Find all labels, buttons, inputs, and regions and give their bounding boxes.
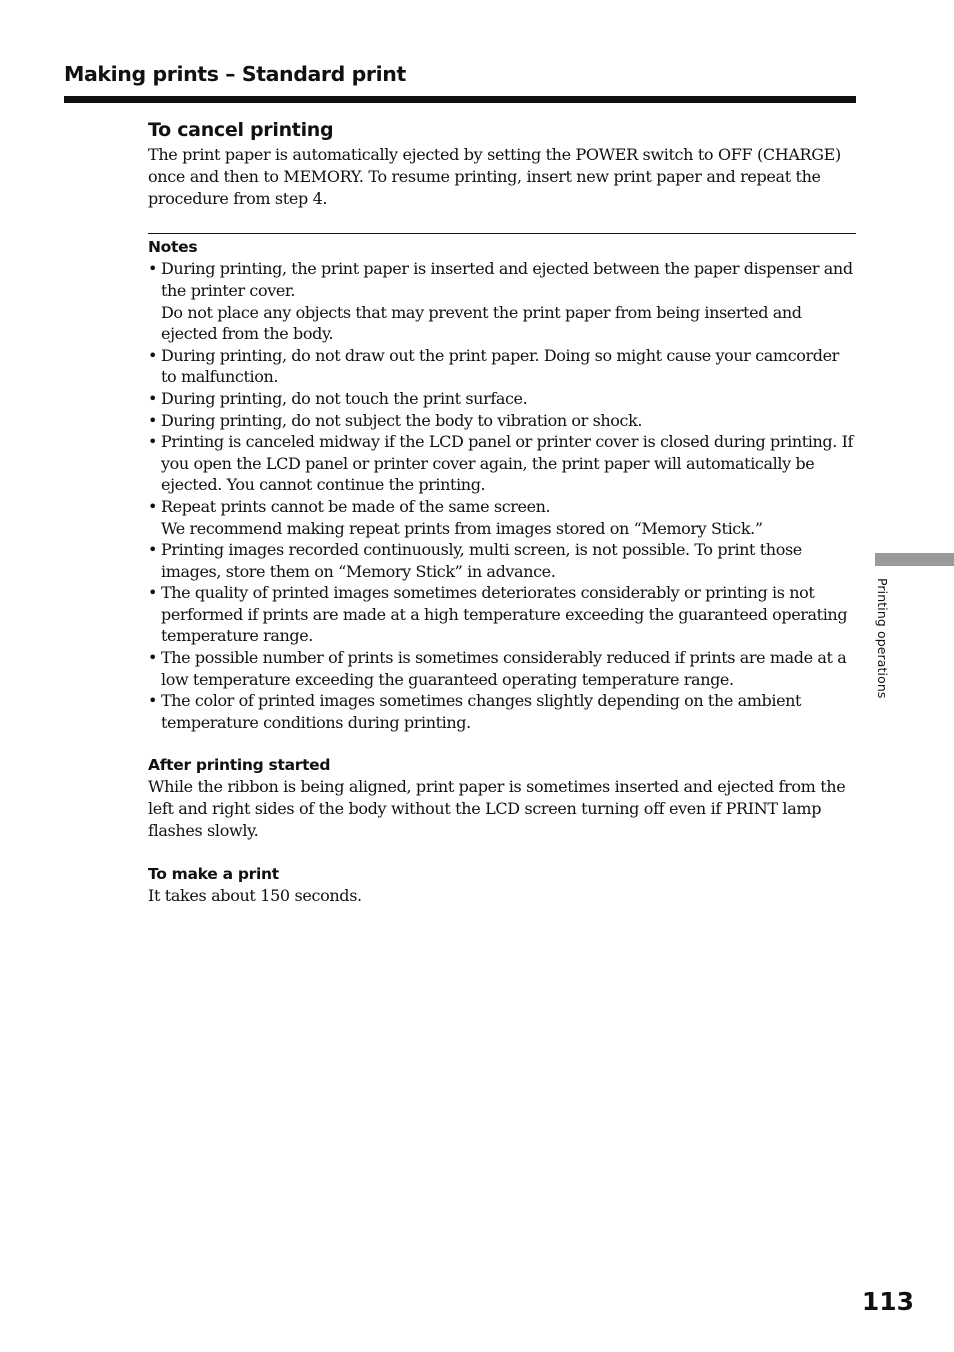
page-content [148,116,856,907]
list-item [148,258,856,344]
bullet-icon: • [148,691,158,711]
bullet-icon: • [148,259,158,279]
bullet-icon: • [148,345,158,365]
list-item [148,539,856,582]
spacer [148,733,856,754]
note-text: During printing, do not draw out the print paper. Doing so might cause your camcorder to malfunction. [161,345,839,387]
make-print-section [148,863,856,907]
list-item [148,582,856,647]
list-item [148,690,856,733]
note-extra-text: We recommend making repeat prints from images stored on “Memory Stick.” [161,518,763,538]
note-text: The possible number of prints is sometimes considerably reduced if prints are made at a low temperature exceeding the guaranteed operating temperature range. [161,648,847,689]
bullet-icon: • [148,432,158,452]
list-item [148,647,856,690]
note-text: The color of printed images sometimes changes slightly depending on the ambient temperature conditions during printing. [161,691,802,732]
page-number: 113 [861,1287,914,1316]
note-text: During printing, do not subject the body to vibration or shock. [161,410,643,430]
note-text: The quality of printed images sometimes deteriorates considerably or printing is not performed if prints are made at a high temperature exceeding the guaranteed operating temperature range. [161,583,848,646]
note-text: Repeat prints cannot be made of the same screen. [161,496,551,516]
note-text: During printing, the print paper is inserted and ejected between the paper dispenser and the printer cover. [161,259,853,300]
note-text: During printing, do not touch the print surface. [161,388,528,408]
make-print-text: It takes about 150 seconds. [148,885,362,905]
side-section-label: Printing operations [875,578,890,699]
notes-section [148,236,856,733]
notes-list [148,258,856,733]
after-printing-started-text: While the ribbon is being aligned, print paper is sometimes inserted and ejected from the left and right sides of the body without the LCD screen turning off even if PRINT lamp flashes slowly. [148,777,846,841]
notes-divider [148,233,856,234]
note-text: Printing images recorded continuously, multi screen, is not possible. To print those images, store them on “Memory Stick” in advance. [161,540,802,581]
note-text: Printing is canceled midway if the LCD panel or printer cover is closed during printing. If you open the LCD panel or printer cover again, the print paper will automatically be ejected. You cannot continue the printing. [161,432,854,495]
spacer [148,842,856,863]
bullet-icon: • [148,540,158,560]
list-item [148,388,856,410]
after-printing-started-section [148,754,856,841]
bullet-icon: • [148,648,158,668]
list-item [148,345,856,388]
section-tab-marker [875,553,954,566]
bullet-icon: • [148,410,158,430]
cancel-printing-text: The print paper is automatically ejected by setting the POWER switch to OFF (CHARGE) once and then to MEMORY. To resume printing, insert new print paper and repeat the procedure from step 4. [148,145,841,208]
list-item [148,431,856,496]
bullet-icon: • [148,496,158,516]
make-print-title: To make a print [148,864,279,883]
cancel-printing-section [148,116,856,209]
bullet-icon: • [148,583,158,603]
page-header-title: Making prints – Standard print [64,62,406,86]
header-rule [64,96,856,103]
bullet-icon: • [148,388,158,408]
after-printing-started-title: After printing started [148,756,331,775]
cancel-printing-title: To cancel printing [148,119,334,141]
list-item [148,496,856,539]
notes-title: Notes [148,238,198,257]
list-item [148,410,856,432]
note-extra-text: Do not place any objects that may prevent the print paper from being inserted and ejected from the body. [161,302,802,344]
